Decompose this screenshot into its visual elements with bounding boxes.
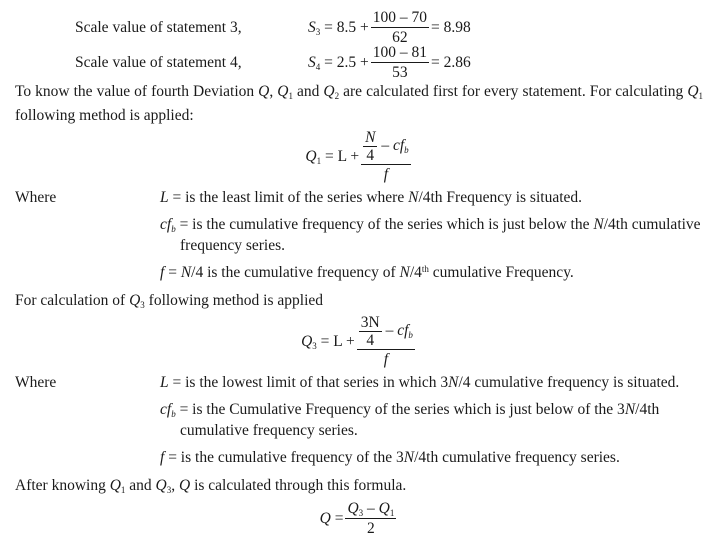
definition-l-2: L = is the lowest limit of that series in which 3N/4 cumulative frequency is situated. (160, 374, 680, 391)
definition-cfb-1: $cf_b$ = is the cumulative frequency of the series which is just below the N/4th cumulative frequency series. (160, 216, 701, 254)
scale-formula-4: $S_4 = 2.5$ + $\frac{100 - 81}{53}$ = 2.86 (308, 44, 471, 81)
q3-intro-paragraph: For calculation of $Q_3$ following method is applied (15, 292, 324, 310)
definition-f-1: f = N/4 is the cumulative frequency of N/4th cumulative Frequency. (160, 264, 574, 281)
where-block-1 (15, 187, 703, 289)
formula-q: Q = $\frac{Q_3 - Q_1}{2}$ (319, 500, 395, 537)
scale-label-3: Scale value of statement 3, (75, 18, 242, 36)
where-label-1: Where (15, 189, 57, 206)
scale-row-4 (15, 45, 703, 80)
formula-q3: $Q_3 = L$ + $\frac{3N}{4}$ – $cf_b$ f (301, 314, 413, 368)
definition-cfb-2: $cf_b$ = is the Cumulative Frequency of the series which is just below of the 3N/4th cumulative frequency series. (160, 401, 660, 439)
scale-label-4: Scale value of statement 4, (75, 53, 242, 71)
scale-row-3 (15, 10, 703, 45)
formula-q1: $Q_1 = L$ + $\frac{N}{4}$ – $cf_b$ f (305, 129, 409, 183)
definition-l-1: L = is the least limit of the series where N/4th Frequency is situated. (160, 189, 583, 206)
scale-formula-3: $S_3 = 8.5$ + $\frac{100 - 70}{62}$ = 8.98 (308, 9, 471, 46)
where-block-2 (15, 372, 703, 474)
definition-f-2: f = is the cumulative frequency of the 3N/4th cumulative frequency series. (160, 449, 620, 466)
where-label-2: Where (15, 374, 57, 391)
q-intro-paragraph: After knowing $Q_1$ and $Q_3$, Q is calculated through this formula. (15, 477, 407, 495)
intro-paragraph: To know the value of fourth Deviation Q, $Q_1$ and $Q_2$ are calculated first for every statement. For calculating $Q_1$ following method is applied: (15, 83, 704, 124)
